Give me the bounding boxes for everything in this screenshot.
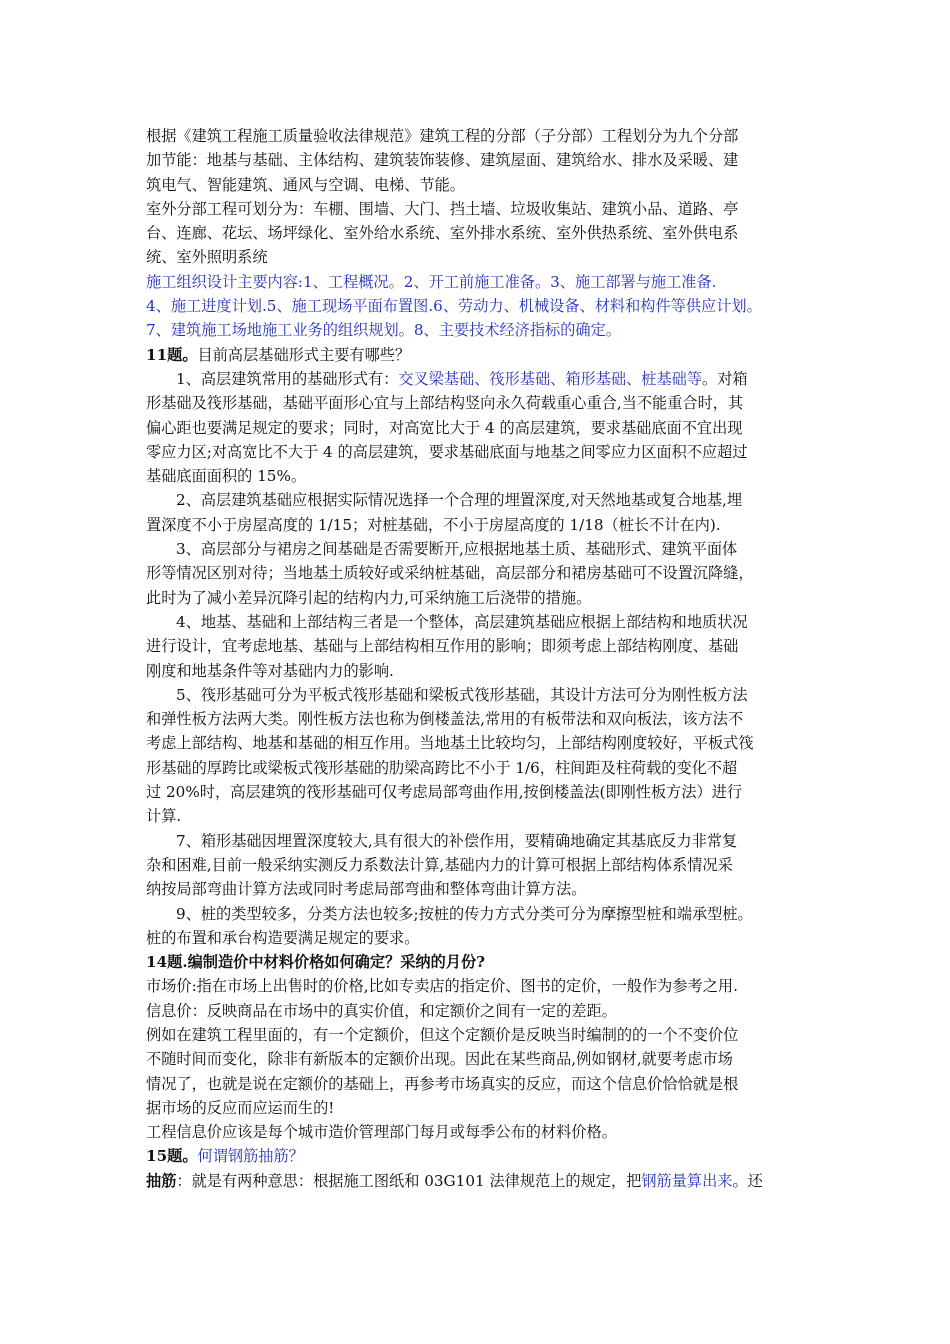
highlighted-text: 7、建筑施工场地施工业务的组织规划。8、主要技术经济指标的确定。 — [146, 321, 621, 340]
text-segment: 7、箱形基础因埋置深度较大,具有很大的补偿作用，要精确地确定其基底反力非常复 — [176, 831, 738, 850]
text-line — [146, 294, 816, 318]
text-segment: 形基础的厚跨比或梁板式筏形基础的肋梁高跨比不小于 1/6，柱间距及柱荷载的变化不超 — [146, 758, 738, 777]
bold-heading-text: 抽筋 — [146, 1171, 177, 1190]
text-segment: 不随时间而变化，除非有新版本的定额价出现。因此在某些商品,例如钢材,就要考虑市场 — [146, 1050, 733, 1069]
text-segment: 桩的布置和承台构造要满足规定的要求。 — [146, 928, 420, 947]
text-line — [146, 367, 816, 391]
highlighted-text: 钢筋量算出来 — [641, 1171, 733, 1190]
text-segment: 计算. — [146, 807, 182, 826]
text-line — [146, 853, 816, 877]
text-segment: 据市场的反应而应运而生的! — [146, 1098, 335, 1117]
text-line — [146, 1144, 816, 1168]
text-segment: 纳按局部弯曲计算方法或同时考虑局部弯曲和整体弯曲计算方法。 — [146, 880, 587, 899]
text-line — [146, 756, 816, 780]
text-line — [146, 561, 816, 585]
text-segment: 形基础及筏形基础，基础平面形心宜与上部结构竖向永久荷载重心重合,当不能重合时，其 — [146, 394, 744, 413]
bold-heading-text: 15题。 — [146, 1147, 198, 1166]
text-segment: 基础底面面积的 15%。 — [146, 467, 307, 486]
text-segment: 台、连廊、花坛、场坪绿化、室外给水系统、室外排水系统、室外供热系统、室外供电系 — [146, 224, 739, 243]
text-line — [146, 586, 816, 610]
text-segment: ：就是有两种意思：根据施工图纸和 03G101 法律规范上的规定，把 — [176, 1171, 642, 1190]
text-line — [146, 318, 816, 342]
text-segment: 例如在建筑工程里面的，有一个定额价，但这个定额价是反映当时编制的的一个不变价位 — [146, 1025, 739, 1044]
text-segment: 筑电气、智能建筑、通风与空调、电梯、节能。 — [146, 175, 465, 194]
text-segment: 杂和困难,目前一般采纳实测反力系数法计算,基础内力的计算可根据上部结构体系情况采 — [146, 855, 733, 874]
text-segment: 工程信息价应该是每个城市造价管理部门每月或每季公布的材料价格。 — [146, 1123, 617, 1142]
text-segment: 。对箱 — [702, 369, 748, 388]
text-segment: 。还 — [732, 1171, 763, 1190]
text-segment: 2、高层建筑基础应根据实际情况选择一个合理的埋置深度,对天然地基或复合地基,埋 — [176, 491, 743, 510]
text-segment: 9、桩的类型较多，分类方法也较多;按桩的传力方式分类可分为摩擦型桩和端承型桩。 — [176, 904, 753, 923]
text-segment: 5、筏形基础可分为平板式筏形基础和梁板式筏形基础，其设计方法可分为刚性板方法 — [176, 685, 748, 704]
text-segment: 统、室外照明系统 — [146, 248, 268, 267]
text-line — [146, 148, 816, 172]
text-line — [146, 926, 816, 950]
text-line — [146, 416, 816, 440]
highlighted-text: 交叉梁基础、筏形基础、箱形基础、桩基础等 — [398, 369, 703, 388]
text-segment: 考虑上部结构、地基和基础的相互作用。当地基土比较均匀，上部结构刚度较好，平板式筏 — [146, 734, 754, 753]
text-line — [146, 440, 816, 464]
text-segment: 形等情况区别对待；当地基土质较好或采纳桩基础，高层部分和裙房基础可不设置沉降缝， — [146, 564, 754, 583]
text-line — [146, 610, 816, 634]
text-line — [146, 829, 816, 853]
text-line — [146, 902, 816, 926]
text-segment: 置深度不小于房屋高度的 1/15；对桩基础，不小于房屋高度的 1/18（桩长不计在内). — [146, 515, 721, 534]
text-segment: 和弹性板方法两大类。刚性板方法也称为倒楼盖法,常用的有板带法和双向板法，该方法不 — [146, 710, 744, 729]
text-line — [146, 1023, 816, 1047]
text-line — [146, 124, 816, 148]
text-segment: 目前高层基础形式主要有哪些？ — [197, 345, 411, 364]
text-line — [146, 173, 816, 197]
text-line — [146, 877, 816, 901]
text-segment: 过 20%时，高层建筑的筏形基础可仅考虑局部弯曲作用,按倒楼盖法(即刚性板方法）进行 — [146, 783, 743, 802]
text-line — [146, 1120, 816, 1144]
document-body — [146, 124, 816, 1193]
text-segment: 进行设计，宜考虑地基、基础与上部结构相互作用的影响；即须考虑上部结构刚度、基础 — [146, 637, 739, 656]
text-segment: 偏心距也要满足规定的要求；同时，对高宽比大于 4 的高层建筑，要求基础底面不宜出现 — [146, 418, 743, 437]
text-line — [146, 707, 816, 731]
text-segment: 加节能：地基与基础、主体结构、建筑装饰装修、建筑屋面、建筑给水、排水及采暖、建 — [146, 151, 739, 170]
text-segment: 刚度和地基条件等对基础内力的影响. — [146, 661, 394, 680]
text-segment: 根据《建筑工程施工质量验收法律规范》建筑工程的分部（子分部）工程划分为九个分部 — [146, 127, 739, 145]
text-segment: 信息价：反映商品在市场中的真实价值，和定额价之间有一定的差距。 — [146, 1001, 617, 1020]
text-line — [146, 634, 816, 658]
highlighted-text: 何谓钢筋抽筋？ — [197, 1147, 304, 1166]
text-line — [146, 488, 816, 512]
text-line — [146, 1169, 816, 1193]
text-segment: 零应力区;对高宽比不大于 4 的高层建筑，要求基础底面与地基之间零应力区面积不应超过 — [146, 442, 748, 461]
text-segment: 市场价:指在市场上出售时的价格,比如专卖店的指定价、图书的定价，一般作为参考之用. — [146, 977, 738, 996]
text-line — [146, 197, 816, 221]
text-segment: 3、高层部分与裙房之间基础是否需要断开,应根据地基土质、基础形式、建筑平面体 — [176, 540, 738, 559]
text-line — [146, 780, 816, 804]
text-line — [146, 683, 816, 707]
text-line — [146, 659, 816, 683]
text-line — [146, 1072, 816, 1096]
text-segment: 1、高层建筑常用的基础形式有： — [176, 369, 399, 388]
text-line — [146, 731, 816, 755]
text-line — [146, 343, 816, 367]
text-line — [146, 1047, 816, 1071]
text-line — [146, 245, 816, 269]
text-segment: 4、地基、基础和上部结构三者是一个整体，高层建筑基础应根据上部结构和地质状况 — [176, 612, 748, 631]
text-segment: 室外分部工程可划分为：车棚、围墙、大门、挡土墙、垃圾收集站、建筑小品、道路、亭 — [146, 199, 739, 218]
text-line — [146, 1096, 816, 1120]
bold-heading-text: 11题。 — [146, 345, 198, 364]
highlighted-text: 施工组织设计主要内容:1、工程概况。2、开工前施工准备。3、施工部署与施工准备. — [146, 272, 717, 291]
bold-heading-text: 14题.编制造价中材料价格如何确定？采纳的月份? — [146, 953, 486, 972]
text-line — [146, 221, 816, 245]
text-line — [146, 391, 816, 415]
text-line — [146, 974, 816, 998]
highlighted-text: 4、施工进度计划.5、施工现场平面布置图.6、劳动力、机械设备、材料和构件等供应计划。 — [146, 297, 762, 316]
text-line — [146, 513, 816, 537]
text-segment: 此时为了减小差异沉降引起的结构内力,可采纳施工后浇带的措施。 — [146, 588, 592, 607]
text-segment: 情况了，也就是说在定额价的基础上，再参考市场真实的反应，而这个信息价恰恰就是根 — [146, 1074, 739, 1093]
text-line — [146, 537, 816, 561]
text-line — [146, 950, 816, 974]
text-line — [146, 464, 816, 488]
text-line — [146, 999, 816, 1023]
text-line — [146, 804, 816, 828]
text-line — [146, 270, 816, 294]
